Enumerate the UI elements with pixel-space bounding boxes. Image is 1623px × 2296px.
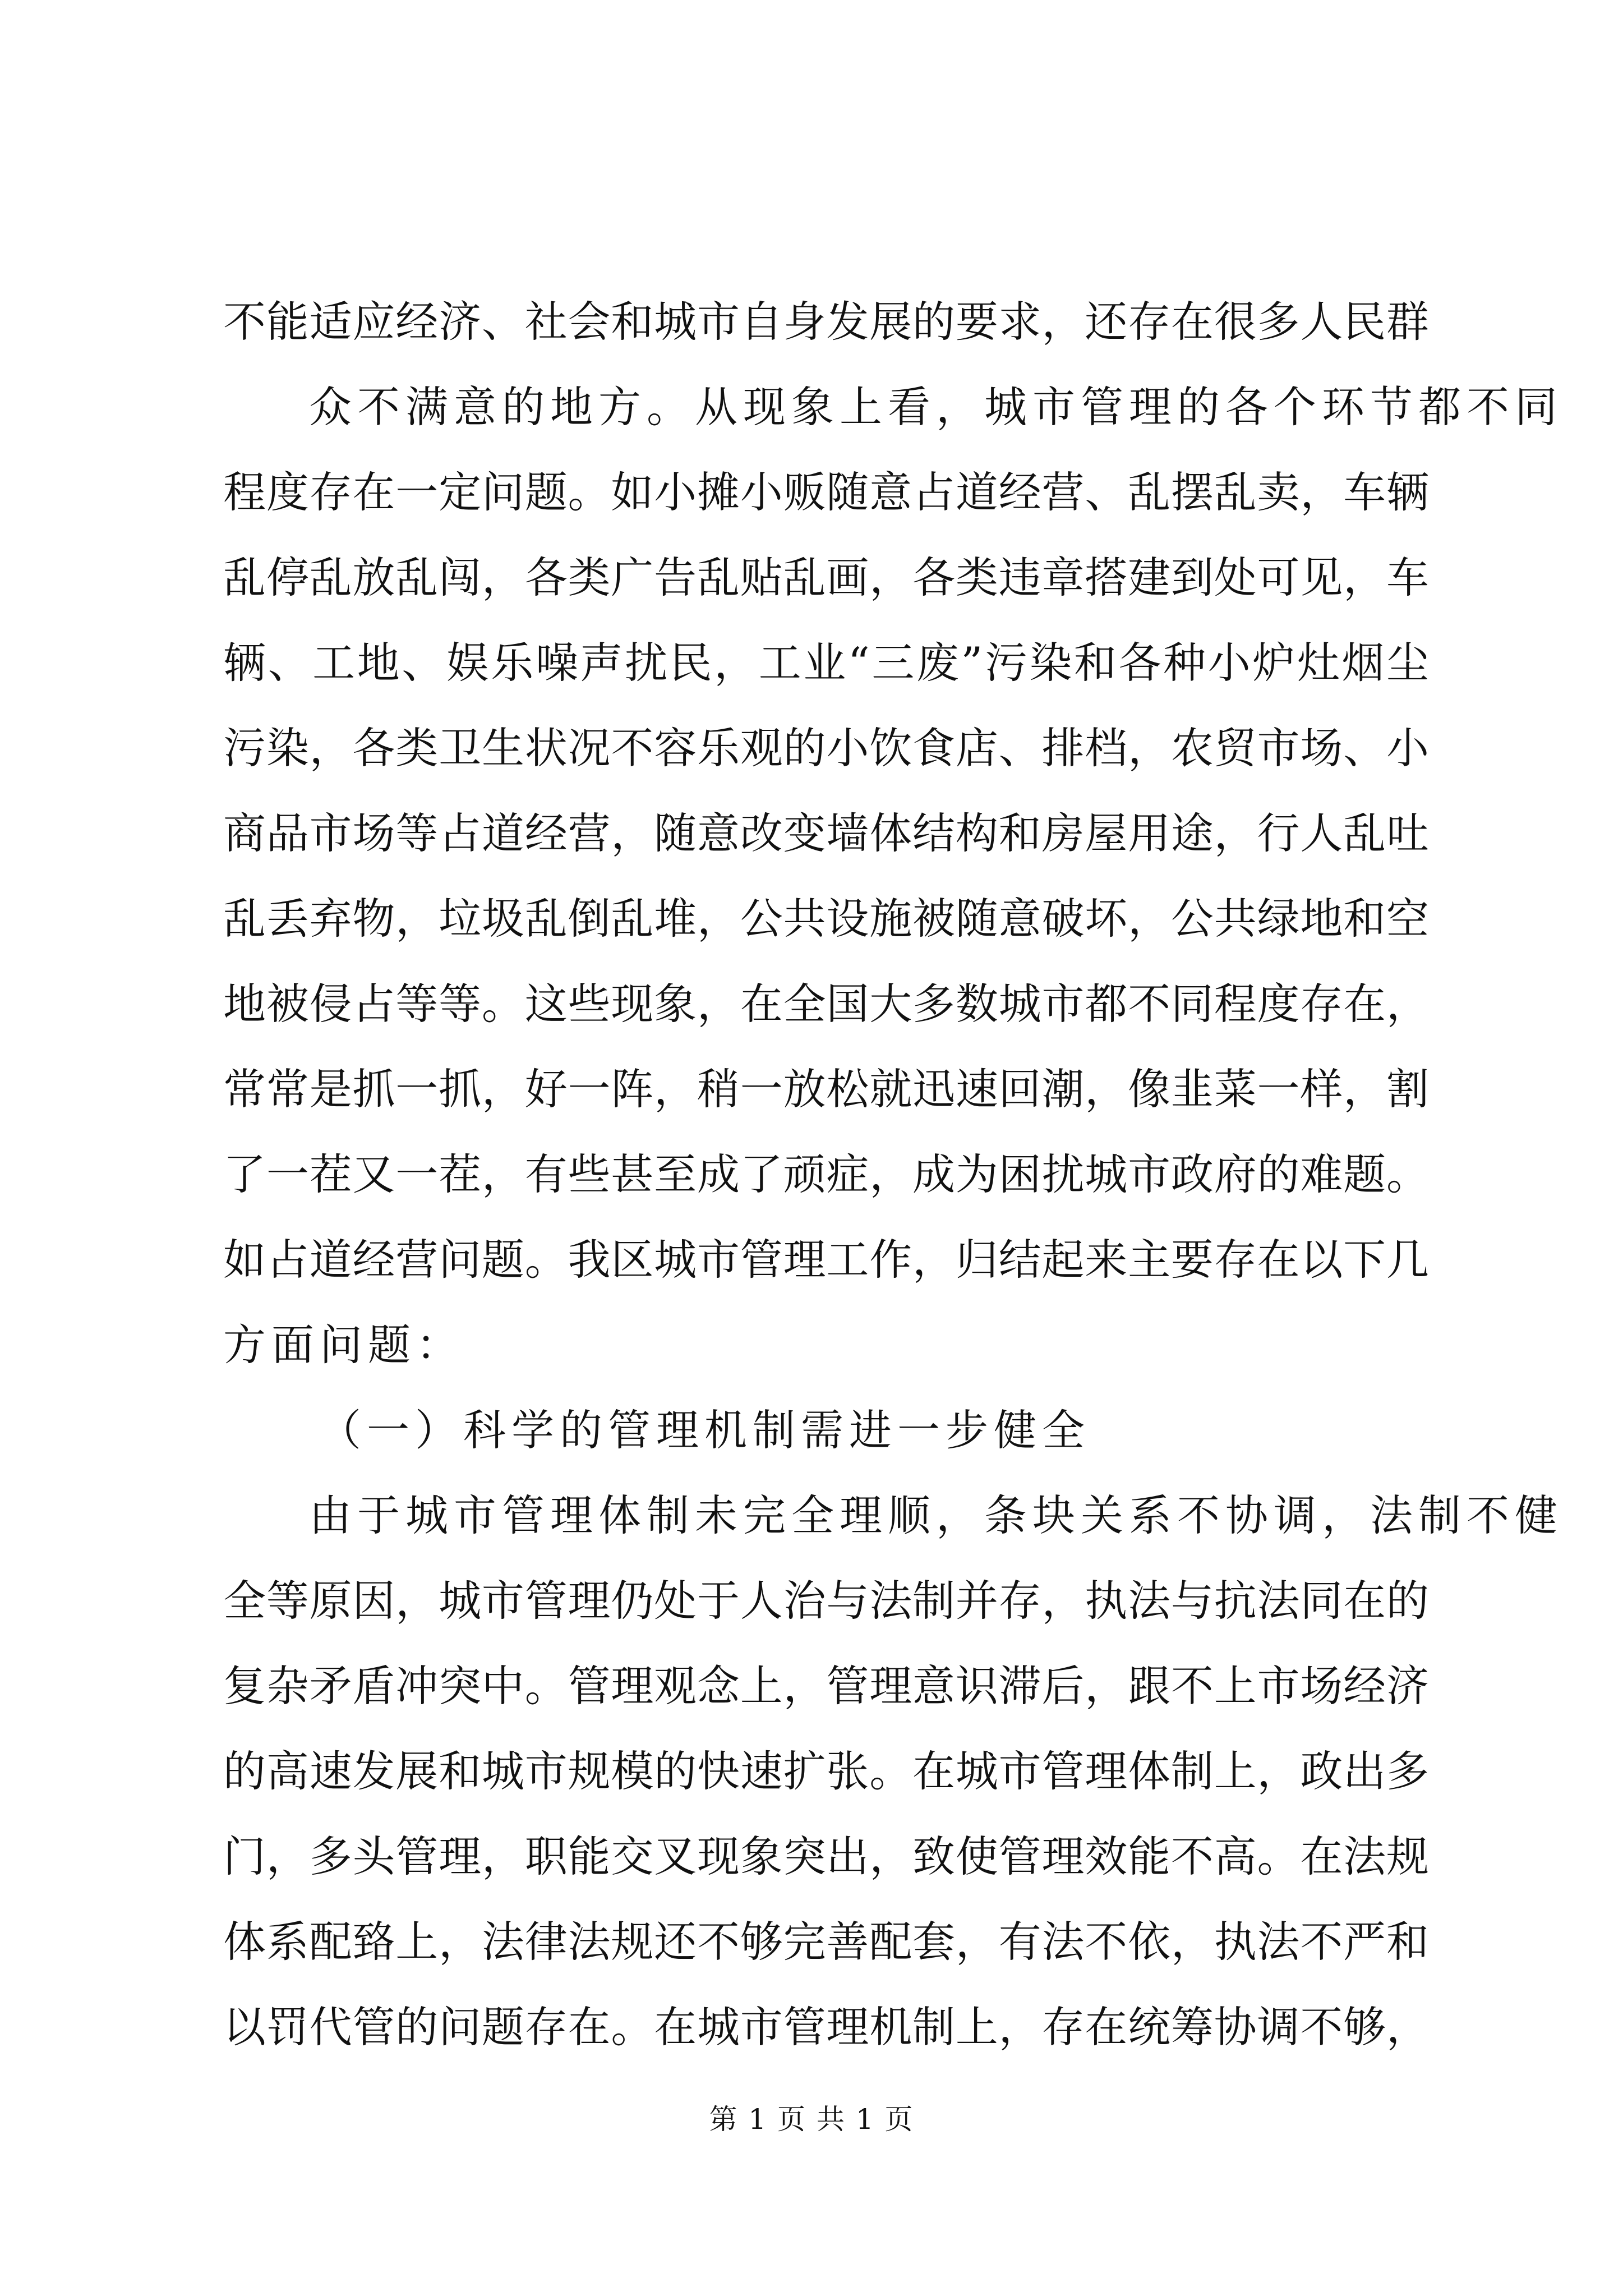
text-line: 辆、工地、娱乐噪声扰民，工业“三废”污染和各种小炉灶烟尘 xyxy=(223,638,1429,688)
text-line: 全等原因，城市管理仍处于人治与法制并存，执法与抗法同在的 xyxy=(223,1576,1429,1626)
text-line: 由于城市管理体制未完全理顺，条块关系不协调，法制不健 xyxy=(309,1490,1563,1540)
text-line: 商品市场等占道经营，随意改变墙体结构和房屋用途，行人乱吐 xyxy=(223,808,1429,858)
text-line: 不能适应经济、社会和城市自身发展的要求，还存在很多人民群 xyxy=(223,297,1429,347)
text-line: 污染，各类卫生状况不容乐观的小饮食店、排档，农贸市场、小 xyxy=(223,723,1429,773)
text-line: 方面问题： xyxy=(223,1320,464,1370)
text-line: 以罚代管的问题存在。在城市管理机制上，存在统筹协调不够， xyxy=(223,2002,1429,2052)
text-line: 常常是抓一抓，好一阵，稍一放松就迅速回潮，像韭菜一样，割 xyxy=(223,1064,1429,1114)
body-text xyxy=(223,279,1563,2070)
page-footer: 第 1 页 共 1 页 xyxy=(709,2103,914,2136)
text-line: 了一茬又一茬，有些甚至成了顽症，成为困扰城市政府的难题。 xyxy=(223,1149,1429,1199)
text-line: （一）科学的管理机制需进一步健全 xyxy=(319,1405,1090,1455)
text-line: 如占道经营问题。我区城市管理工作，归结起来主要存在以下几 xyxy=(223,1235,1429,1285)
text-line: 门，多头管理，职能交叉现象突出，致使管理效能不高。在法规 xyxy=(223,1832,1429,1881)
text-line: 体系配臵上，法律法规还不够完善配套，有法不依，执法不严和 xyxy=(223,1917,1429,1967)
text-line: 的高速发展和城市规模的快速扩张。在城市管理体制上，政出多 xyxy=(223,1746,1429,1796)
text-line: 乱丢弃物，垃圾乱倒乱堆，公共设施被随意破坏，公共绿地和空 xyxy=(223,894,1429,944)
text-line: 乱停乱放乱闯，各类广告乱贴乱画，各类违章搭建到处可见，车 xyxy=(223,553,1429,602)
text-line: 地被侵占等等。这些现象，在全国大多数城市都不同程度存在， xyxy=(223,979,1429,1029)
text-line: 众不满意的地方。从现象上看，城市管理的各个环节都不同 xyxy=(309,382,1563,432)
text-line: 复杂矛盾冲突中。管理观念上，管理意识滞后，跟不上市场经济 xyxy=(223,1661,1429,1711)
text-line: 程度存在一定问题。如小摊小贩随意占道经营、乱摆乱卖，车辆 xyxy=(223,467,1429,517)
